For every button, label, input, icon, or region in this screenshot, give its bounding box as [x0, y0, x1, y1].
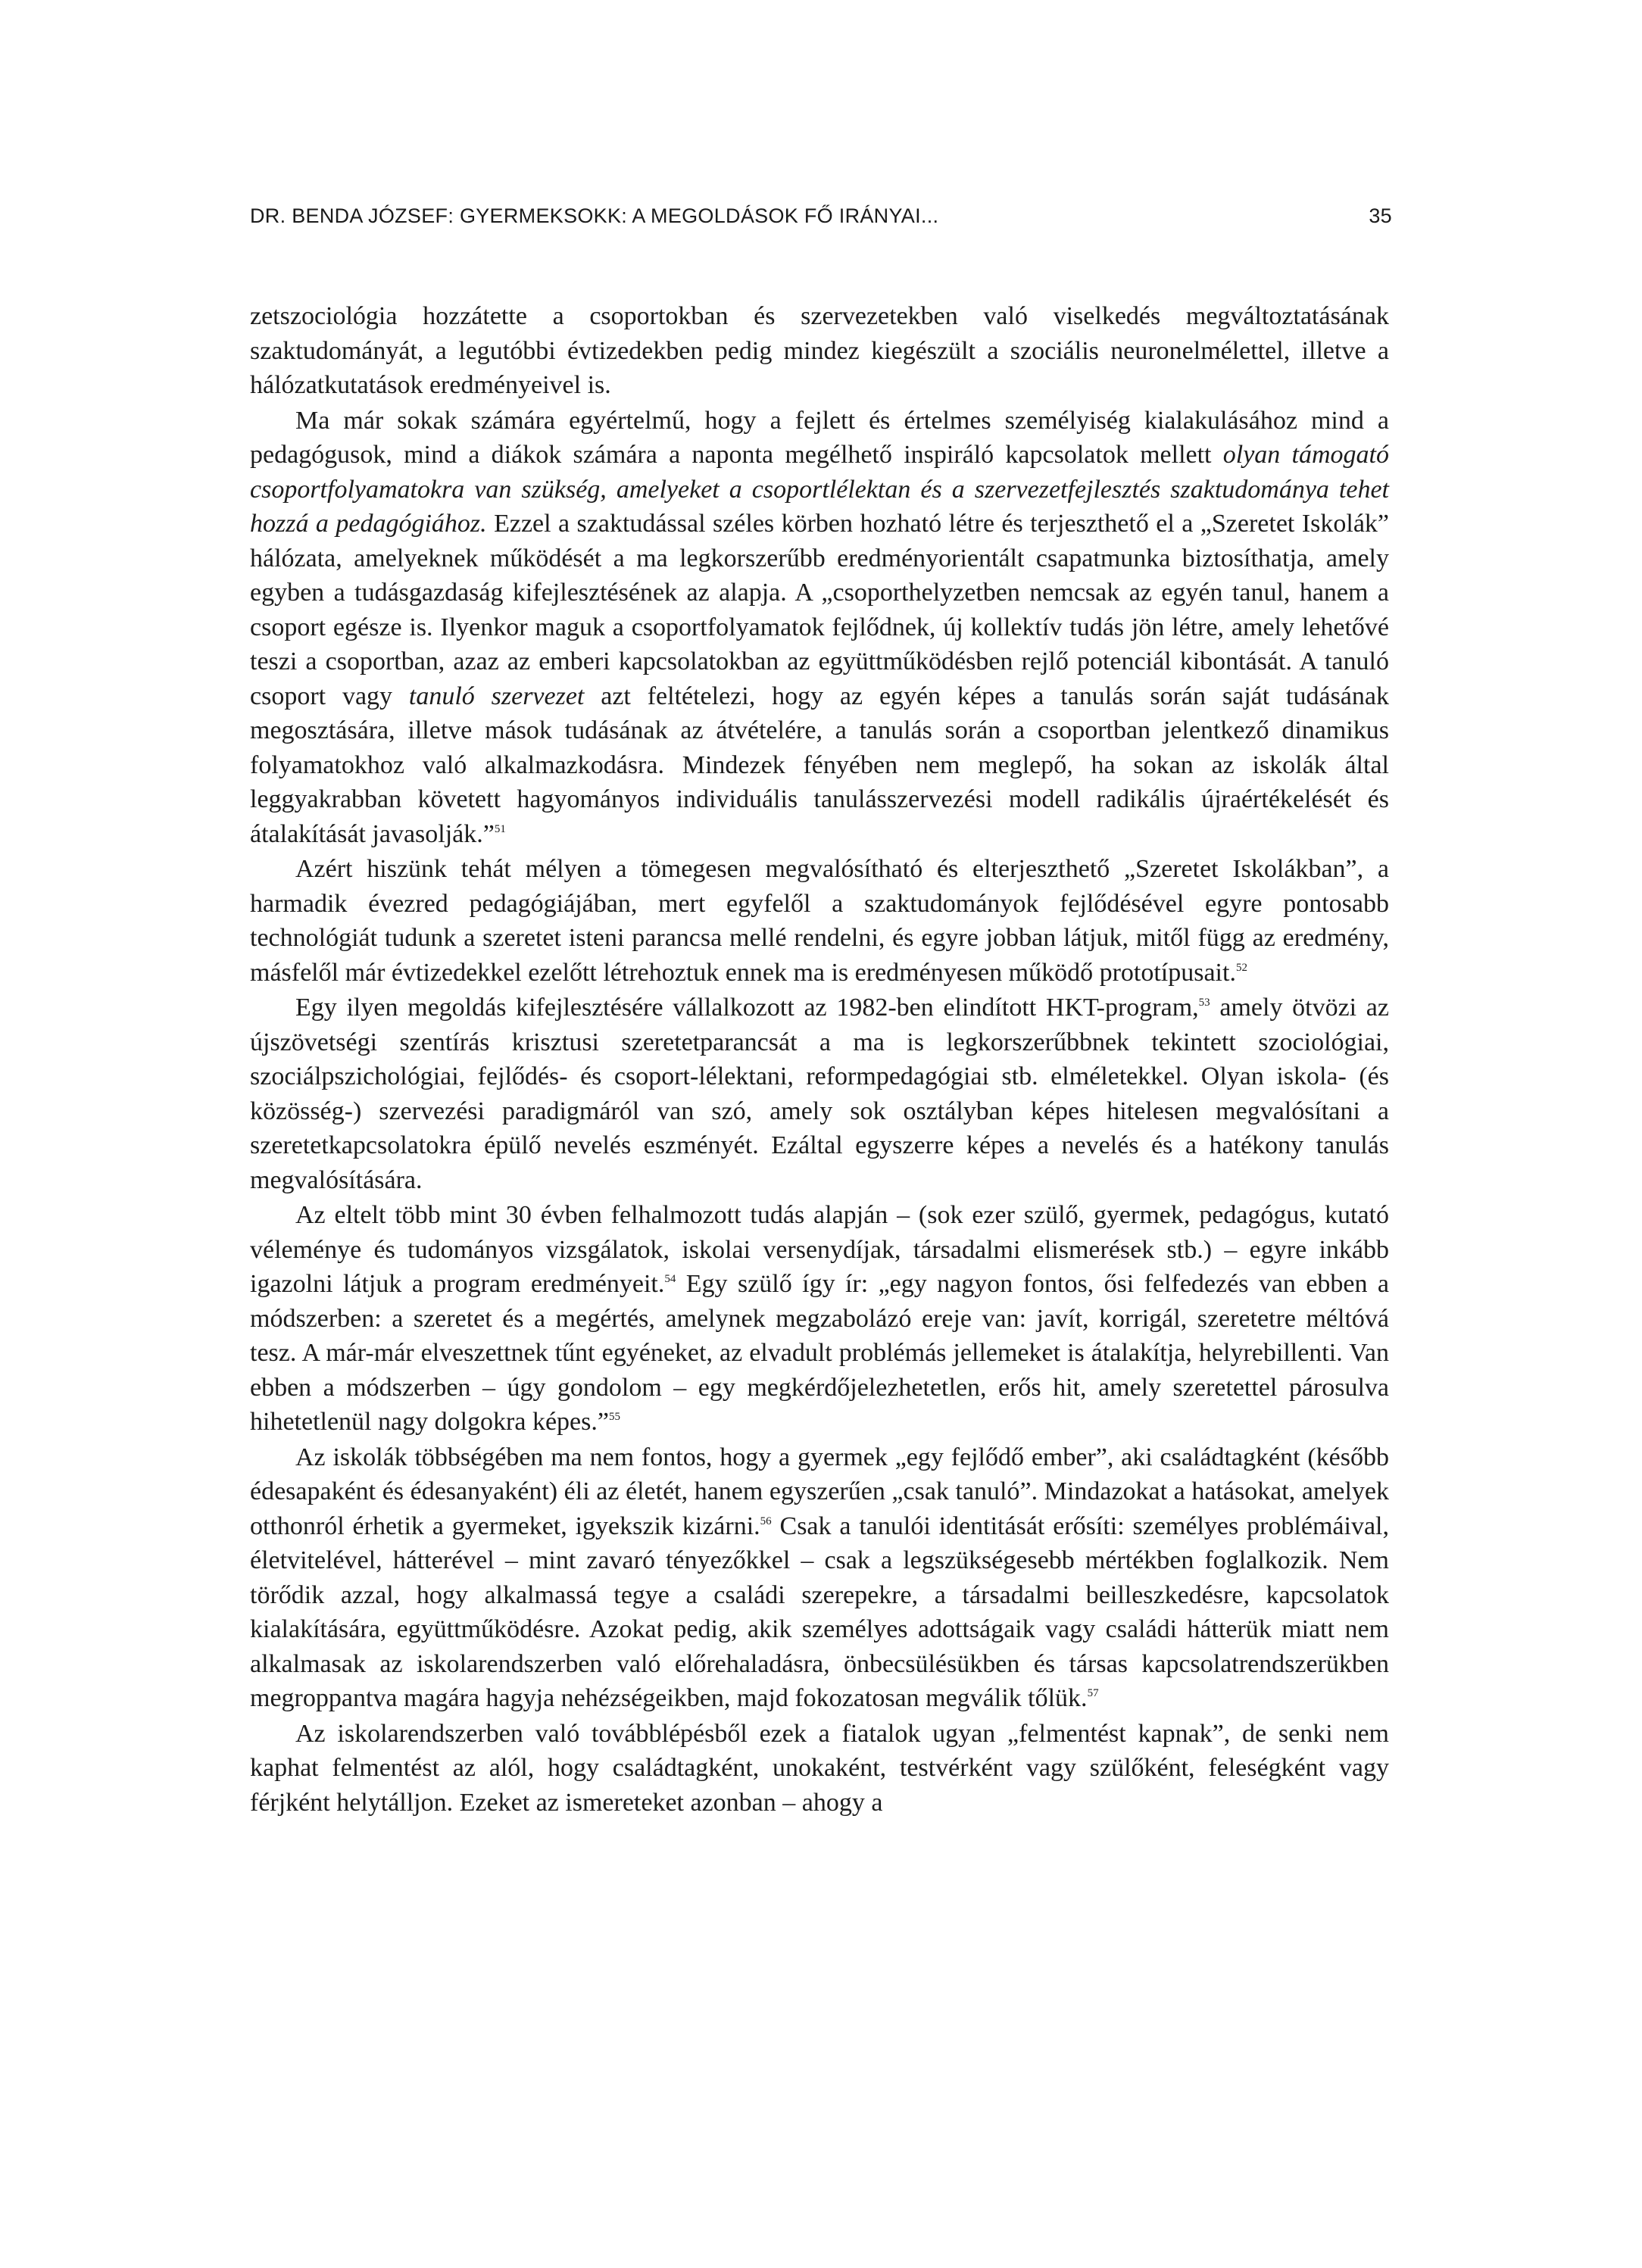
italic-text: tanuló szervezet	[408, 682, 585, 710]
running-header	[250, 204, 1392, 235]
footnote-ref: 57	[1087, 1687, 1099, 1699]
paragraph-text: Csak a tanulói identitását erősíti: személyes problémáival, életvitelével, hátterével – mint zavaró tényezőkkel – csak a legszükségesebb mértékben foglalkozik. Nem törődik azzal, hogy alkalmassá tegye a családi szerepekre, a társadalmi beilleszkedésre, kapcsolatok kialakítására, együttműködésre. Azokat pedig, akik személyes adottságaik vagy családi hátterük miatt nem alkalmasak az iskolarendszerben való előrehaladásra, önbecsülésükben és társas kapcsolatrendszerükben megroppantva magára hagyja nehézségeikben, majd fokozatosan megválik tőlük.	[250, 1511, 1389, 1712]
page-number: 35	[1369, 204, 1392, 227]
paragraph	[250, 299, 1389, 403]
footnote-ref: 55	[608, 1411, 620, 1423]
footnote-ref: 51	[494, 822, 506, 835]
paragraph-text: Ma már sokak számára egyértelmű, hogy a fejlett és értelmes személyiség kialakulásához mind a pedagógusok, mind a diákok számára a naponta megélhető inspiráló kapcsolatok mellett	[250, 406, 1389, 469]
paragraph-text: Egy ilyen megoldás kifejlesztésére vállalkozott az 1982-ben elindított HKT-program,	[295, 994, 1199, 1022]
paragraph-text: amely ötvözi az újszövetségi szentírás krisztusi szeretetparancsát a ma is legkorszerűbbnek tekintett szociológiai, szociálpszichológiai, fejlődés- és csoport-lélektani, reformpedagógiai stb. elméletekkel. Olyan iskola- (és közösség-) szervezési paradigmáról van szó, amely sok osztályban képes hitelesen megvalósítani a szeretetkapcsolatokra épülő nevelés eszményét. Ezáltal egyszerre képes a nevelés és a hatékony tanulás megvalósítására.	[250, 994, 1389, 1194]
running-title: DR. BENDA JÓZSEF: GYERMEKSOKK: A MEGOLDÁSOK FŐ IRÁNYAI...	[250, 204, 939, 227]
paragraph-text: Egy szülő így ír: „egy nagyon fontos, ősi felfedezés van ebben a módszerben: a szeretet és a megértés, amelynek megzabolázó ereje van: javít, korrigál, szeretetre méltóvá tesz. A már-már elveszettnek tűnt egyéneket, az elvadult problémás jellemeket is átalakítja, helyrebillenti. Van ebben a módszerben – úgy gondolom – egy megkérdőjelezhetetlen, erős hit, amely szeretettel párosulva hihetetlenül nagy dolgokra képes.”	[250, 1270, 1390, 1436]
paragraph	[250, 990, 1389, 1197]
paragraph-text: azt feltételezi, hogy az egyén képes a tanulás során saját tudásának megosztására, illetve mások tudásának az átvételére, a tanulás során a csoportban jelentkező dinamikus folyamatokhoz való alkalmazkodásra. Mindezek fényében nem meglepő, ha sokan az iskolák által leggyakrabban követett hagyományos individuális tanulásszervezési modell radikális újraértékelését és átalakítását javasolják.”	[250, 682, 1389, 848]
footnote-ref: 56	[760, 1515, 772, 1527]
paragraph	[250, 404, 1389, 852]
paragraph-text: Ezzel a szaktudással széles körben hozható létre és terjeszthető el a „Szeretet Iskolák” hálózata, amelyeknek működését a ma legkorszerűbb eredményorientált csapatmunka biztosíthatja, amely egyben a tudásgazdaság kifejlesztésének az alapja. A „csoporthelyzetben nemcsak az egyén tanul, hanem a csoport egésze is. Ilyenkor maguk a csoportfolyamatok fejlődnek, új kollektív tudás jön létre, amely lehetővé teszi a csoportban, azaz az emberi kapcsolatokban az együttműködésben rejlő potenciál kibontását. A tanuló csoport vagy	[250, 510, 1390, 710]
paragraph-text: Az eltelt több mint 30 évben felhalmozott tudás alapján – (sok ezer szülő, gyermek, pedagógus, kutató véleménye és tudományos vizsgálatok, iskolai versenydíjak, társadalmi elismerések stb.) – egyre inkább igazolni látjuk a program eredményeit.	[250, 1201, 1389, 1298]
paragraph-text: Az iskolarendszerben való továbblépésből ezek a fiatalok ugyan „felmentést kapnak”, de senki nem kaphat felmentést az alól, hogy családtagként, unokaként, testvérként vagy szülőként, feleségként vagy férjként helytálljon. Ezeket az ismereteket azonban – ahogy a	[250, 1719, 1389, 1817]
paragraph-text: Azért hiszünk tehát mélyen a tömegesen megvalósítható és elterjeszthető „Szeretet Iskolákban”, a harmadik évezred pedagógiájában, mert egyfelől a szaktudományok fejlődésével egyre pontosabb technológiát tudunk a szeretet isteni parancsa mellé rendelni, és egyre jobban látjuk, mitől függ az eredmény, másfelől már évtizedekkel ezelőtt létrehoztuk ennek ma is eredményesen működő prototípusait.	[250, 855, 1389, 987]
paragraph-text: Az iskolák többségében ma nem fontos, hogy a gyermek „egy fejlődő ember”, aki családtagként (később édesapaként és édesanyaként) éli az életét, hanem egyszerűen „csak tanuló”. Mindazokat a hatásokat, amelyek otthonról érhetik a gyermeket, igyekszik kizárni.	[250, 1443, 1389, 1540]
body-text	[250, 299, 1389, 1820]
paragraph	[250, 1198, 1389, 1440]
paragraph	[250, 852, 1389, 990]
paragraph	[250, 1440, 1389, 1716]
footnote-ref: 52	[1235, 961, 1247, 974]
footnote-ref: 54	[664, 1273, 676, 1285]
paragraph-text: zetszociológia hozzátette a csoportokban és szervezetekben való viselkedés megváltoztatásának szaktudományát, a legutóbbi évtizedekben pedig mindez kiegészült a szociális neuronelmélettel, illetve a hálózatkutatások eredményeivel is.	[250, 302, 1389, 399]
italic-text: olyan támogató csoportfolyamatokra van szükség, amelyeket a csoportlélektan és a szervezetfejlesztés szaktudománya tehet hozzá a pedagógiához.	[250, 441, 1390, 538]
footnote-ref: 53	[1198, 997, 1210, 1009]
paragraph	[250, 1717, 1389, 1820]
